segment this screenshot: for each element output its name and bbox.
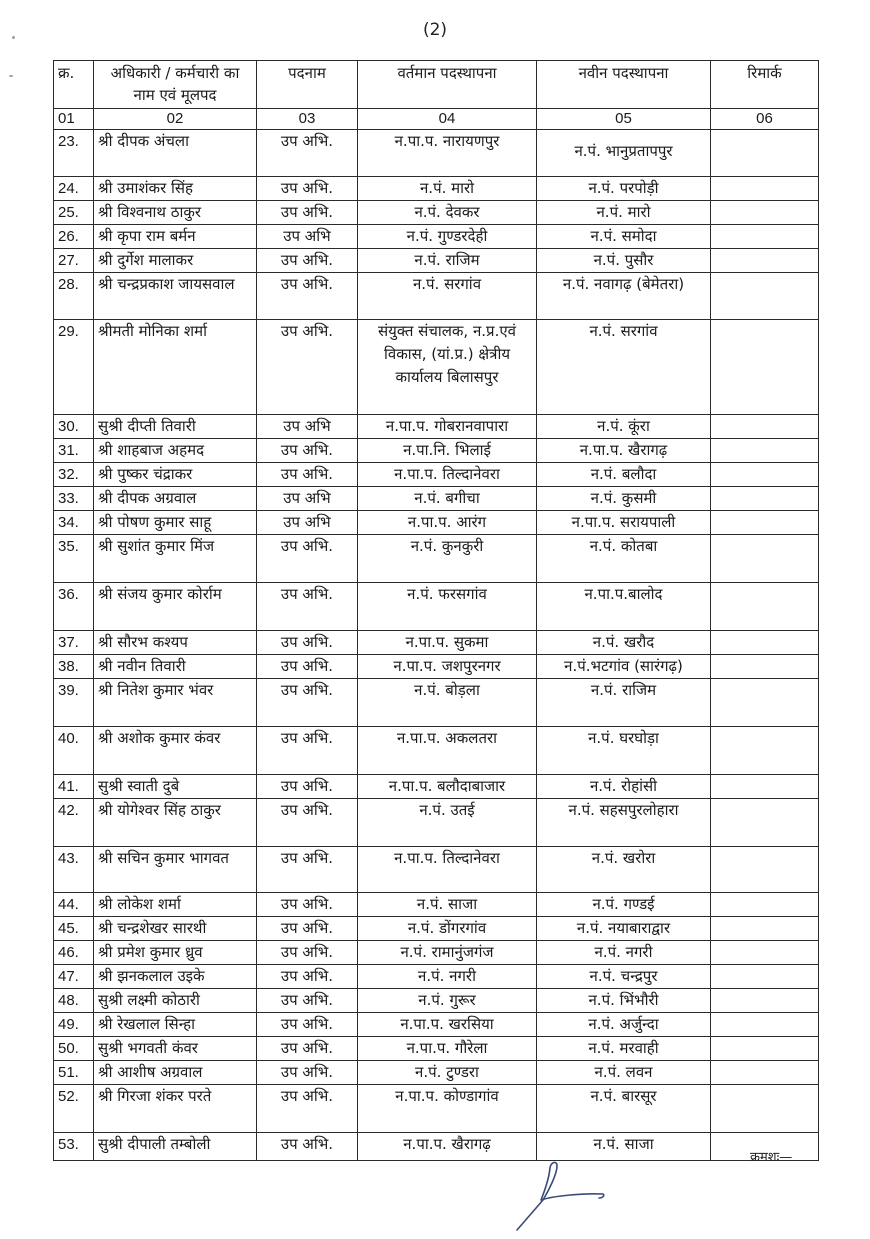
row-serial: 44. [54,893,94,917]
table-row [54,201,819,225]
scan-artifact [12,36,15,39]
row-new-posting: न.पं. नगरी [537,941,711,965]
row-serial: 36. [54,583,94,631]
row-remark [711,535,819,583]
row-current-posting: न.पं. देवकर [358,201,537,225]
row-name: श्री शाहबाज अहमद [94,439,257,463]
header-name: अधिकारी / कर्मचारी का नाम एवं मूलपद [94,61,257,109]
table-row [54,799,819,847]
row-designation: उप अभि. [257,583,358,631]
row-remark [711,847,819,893]
column-number: 02 [94,109,257,130]
row-serial: 38. [54,655,94,679]
row-designation: उप अभि. [257,631,358,655]
row-serial: 37. [54,631,94,655]
row-serial: 40. [54,727,94,775]
row-designation: उप अभि. [257,679,358,727]
row-current-posting: न.पं. बोड़ला [358,679,537,727]
row-new-posting: न.पं. नयाबाराद्वार [537,917,711,941]
row-current-posting: न.पं. कुनकुरी [358,535,537,583]
table-row [54,631,819,655]
row-name: सुश्री भगवती कंवर [94,1037,257,1061]
row-current-posting: न.पा.प. खैरागढ़ [358,1133,537,1161]
column-number: 04 [358,109,537,130]
table-row [54,535,819,583]
row-designation: उप अभि. [257,847,358,893]
row-remark [711,1037,819,1061]
row-name: श्री संजय कुमार कोर्राम [94,583,257,631]
row-designation: उप अभि [257,487,358,511]
row-new-posting: न.पं. कुसमी [537,487,711,511]
row-remark [711,679,819,727]
row-current-posting: न.पं. साजा [358,893,537,917]
row-designation: उप अभि. [257,320,358,415]
row-current-posting: न.पं. मारो [358,177,537,201]
row-new-posting: न.पं. मारो [537,201,711,225]
row-new-posting: न.पं. बलौदा [537,463,711,487]
header-designation: पदनाम [257,61,358,109]
row-serial: 27. [54,249,94,273]
row-designation: उप अभि. [257,1085,358,1133]
row-designation: उप अभि. [257,655,358,679]
table-row [54,679,819,727]
row-new-posting: न.पं. राजिम [537,679,711,727]
row-name: श्री अशोक कुमार कंवर [94,727,257,775]
table-row [54,655,819,679]
row-name: श्री झनकलाल उइके [94,965,257,989]
row-remark [711,487,819,511]
table-row [54,1085,819,1133]
row-remark [711,463,819,487]
row-remark [711,249,819,273]
row-remark [711,201,819,225]
row-serial: 39. [54,679,94,727]
row-remark [711,917,819,941]
row-new-posting: न.पं. सरगांव [537,320,711,415]
row-serial: 30. [54,415,94,439]
header-new-posting: नवीन पदस्थापना [537,61,711,109]
row-new-posting: न.पं. गण्डई [537,893,711,917]
row-new-posting: न.पा.प. खैरागढ़ [537,439,711,463]
table-row [54,463,819,487]
row-current-posting: न.पा.प. सुकमा [358,631,537,655]
row-remark [711,655,819,679]
row-name: सुश्री दीपाली तम्बोली [94,1133,257,1161]
row-serial: 33. [54,487,94,511]
row-designation: उप अभि. [257,965,358,989]
table-row [54,1037,819,1061]
row-designation: उप अभि. [257,941,358,965]
row-serial: 28. [54,273,94,320]
column-number: 06 [711,109,819,130]
row-serial: 29. [54,320,94,415]
row-current-posting: न.पं. रामानुंजगंज [358,941,537,965]
row-designation: उप अभि [257,511,358,535]
row-current-posting: न.पं. गुरूर [358,989,537,1013]
row-new-posting: न.पं. समोदा [537,225,711,249]
row-name: श्री पुष्कर चंद्राकर [94,463,257,487]
table-row [54,583,819,631]
column-number: 03 [257,109,358,130]
row-designation: उप अभि. [257,463,358,487]
row-new-posting: न.पं. नवागढ़ (बेमेतरा) [537,273,711,320]
row-new-posting: न.पं. मरवाही [537,1037,711,1061]
table-row [54,249,819,273]
row-name: सुश्री दीप्ती तिवारी [94,415,257,439]
row-new-posting: न.पा.प. सरायपाली [537,511,711,535]
header-remark: रिमार्क [711,61,819,109]
transfer-table [53,60,819,1161]
table-row [54,1013,819,1037]
row-current-posting: न.पा.प. तिल्दानेवरा [358,463,537,487]
row-current-posting: न.पं. बगीचा [358,487,537,511]
row-remark [711,1013,819,1037]
table-row [54,965,819,989]
row-serial: 45. [54,917,94,941]
row-current-posting: न.पा.प. बलौदाबाजार [358,775,537,799]
row-name: श्री कृपा राम बर्मन [94,225,257,249]
row-name: श्रीमती मोनिका शर्मा [94,320,257,415]
row-current-posting: न.पा.प. गोबरानवापारा [358,415,537,439]
row-current-posting: न.पं. टुण्डरा [358,1061,537,1085]
row-current-posting: न.पा.प. कोण्डागांव [358,1085,537,1133]
row-serial: 26. [54,225,94,249]
row-serial: 25. [54,201,94,225]
row-new-posting: न.पं. भिंभौरी [537,989,711,1013]
row-remark [711,511,819,535]
row-name: श्री नवीन तिवारी [94,655,257,679]
table-row [54,847,819,893]
column-number-row [54,109,819,130]
row-designation: उप अभि. [257,1037,358,1061]
row-new-posting: न.पं.भटगांव (सारंगढ़) [537,655,711,679]
row-remark [711,273,819,320]
row-designation: उप अभि. [257,893,358,917]
row-name: सुश्री लक्ष्मी कोठारी [94,989,257,1013]
row-new-posting: न.पा.प.बालोद [537,583,711,631]
row-new-posting: न.पं. पुसौर [537,249,711,273]
row-designation: उप अभि. [257,775,358,799]
row-remark [711,965,819,989]
row-new-posting: न.पं. परपोड़ी [537,177,711,201]
row-new-posting: न.पं. बारसूर [537,1085,711,1133]
row-designation: उप अभि. [257,249,358,273]
row-designation: उप अभि. [257,177,358,201]
table-row [54,320,819,415]
row-remark [711,177,819,201]
table-row [54,130,819,177]
table-row [54,225,819,249]
row-name: श्री चन्द्रप्रकाश जायसवाल [94,273,257,320]
table-row [54,1133,819,1161]
row-serial: 50. [54,1037,94,1061]
row-remark [711,1085,819,1133]
row-designation: उप अभि. [257,535,358,583]
row-name: श्री दुर्गेश मालाकर [94,249,257,273]
row-designation: उप अभि. [257,799,358,847]
table-row [54,1061,819,1085]
row-name: श्री लोकेश शर्मा [94,893,257,917]
row-serial: 48. [54,989,94,1013]
row-name: श्री नितेश कुमार भंवर [94,679,257,727]
row-designation: उप अभि. [257,130,358,177]
row-current-posting: संयुक्त संचालक, न.प्र.एवं विकास, (यां.प्र.) क्षेत्रीय कार्यालय बिलासपुर [358,320,537,415]
page-number: (2) [422,20,448,40]
row-serial: 23. [54,130,94,177]
row-name: श्री योगेश्वर सिंह ठाकुर [94,799,257,847]
row-current-posting: न.पं. डोंगरगांव [358,917,537,941]
row-remark [711,799,819,847]
row-current-posting: न.पा.प. अकलतरा [358,727,537,775]
row-new-posting: न.पं. साजा [537,1133,711,1161]
row-designation: उप अभि. [257,1061,358,1085]
row-serial: 42. [54,799,94,847]
row-remark [711,631,819,655]
table-row [54,439,819,463]
row-serial: 47. [54,965,94,989]
table-row [54,775,819,799]
row-current-posting: न.पं. राजिम [358,249,537,273]
row-current-posting: न.पा.प. तिल्दानेवरा [358,847,537,893]
table-row [54,989,819,1013]
row-remark [711,727,819,775]
row-designation: उप अभि. [257,201,358,225]
row-current-posting: न.पा.प. गौरेला [358,1037,537,1061]
row-name: श्री सुशांत कुमार मिंज [94,535,257,583]
header-current-posting: वर्तमान पदस्थापना [358,61,537,109]
row-designation: उप अभि [257,415,358,439]
row-name: श्री सचिन कुमार भागवत [94,847,257,893]
row-remark [711,775,819,799]
row-remark [711,439,819,463]
row-name: श्री पोषण कुमार साहू [94,511,257,535]
row-new-posting: न.पं. लवन [537,1061,711,1085]
row-new-posting: न.पं. अर्जुन्दा [537,1013,711,1037]
row-designation: उप अभि. [257,439,358,463]
row-remark [711,583,819,631]
row-designation: उप अभि. [257,1133,358,1161]
row-current-posting: न.पं. उतई [358,799,537,847]
row-current-posting: न.पं. सरगांव [358,273,537,320]
table-row [54,487,819,511]
row-remark [711,320,819,415]
row-current-posting: न.पा.प. आरंग [358,511,537,535]
row-name: सुश्री स्वाती दुबे [94,775,257,799]
scan-artifact [9,75,13,77]
row-current-posting: न.पा.प. खरसिया [358,1013,537,1037]
row-current-posting: न.पा.प. जशपुरनगर [358,655,537,679]
table-row [54,893,819,917]
row-designation: उप अभि [257,225,358,249]
row-designation: उप अभि. [257,273,358,320]
table-row [54,727,819,775]
row-remark [711,1061,819,1085]
row-new-posting: न.पं. खरौद [537,631,711,655]
row-designation: उप अभि. [257,989,358,1013]
table-row [54,941,819,965]
row-name: श्री दीपक अग्रवाल [94,487,257,511]
row-serial: 52. [54,1085,94,1133]
row-name: श्री सौरभ कश्यप [94,631,257,655]
table-row [54,917,819,941]
row-current-posting: न.पं. फरसगांव [358,583,537,631]
column-number: 01 [54,109,94,130]
row-serial: 53. [54,1133,94,1161]
row-serial: 41. [54,775,94,799]
row-new-posting: न.पं. घरघोड़ा [537,727,711,775]
row-new-posting: न.पं. चन्द्रपुर [537,965,711,989]
table-body [54,130,819,1161]
row-serial: 31. [54,439,94,463]
row-designation: उप अभि. [257,917,358,941]
row-serial: 43. [54,847,94,893]
row-serial: 49. [54,1013,94,1037]
row-serial: 46. [54,941,94,965]
row-new-posting: न.पं. कूंरा [537,415,711,439]
row-name: श्री गिरजा शंकर परते [94,1085,257,1133]
row-new-posting: न.पं. रोहांसी [537,775,711,799]
row-current-posting: न.पा.नि. भिलाई [358,439,537,463]
row-new-posting: न.पं. सहसपुरलोहारा [537,799,711,847]
row-name: श्री रेखलाल सिन्हा [94,1013,257,1037]
row-name: श्री दीपक अंचला [94,130,257,177]
row-designation: उप अभि. [257,1013,358,1037]
row-serial: 35. [54,535,94,583]
row-name: श्री उमाशंकर सिंह [94,177,257,201]
row-name: श्री चन्द्रशेखर सारथी [94,917,257,941]
table-row [54,273,819,320]
row-serial: 32. [54,463,94,487]
table-row [54,511,819,535]
row-current-posting: न.पा.प. नारायणपुर [358,130,537,177]
row-current-posting: न.पं. गुण्डरदेही [358,225,537,249]
row-remark [711,415,819,439]
row-name: श्री विश्वनाथ ठाकुर [94,201,257,225]
header-serial: क्र. [54,61,94,109]
table-row [54,415,819,439]
row-designation: उप अभि. [257,727,358,775]
row-serial: 34. [54,511,94,535]
row-new-posting: न.पं. खरोरा [537,847,711,893]
table-header-row [54,61,819,109]
row-current-posting: न.पं. नगरी [358,965,537,989]
row-remark [711,130,819,177]
row-serial: 51. [54,1061,94,1085]
row-new-posting: न.पं. कोतबा [537,535,711,583]
row-serial: 24. [54,177,94,201]
table-row [54,177,819,201]
row-remark [711,225,819,249]
row-name: श्री प्रमेश कुमार ध्रुव [94,941,257,965]
row-remark [711,893,819,917]
row-remark [711,989,819,1013]
row-remark [711,941,819,965]
continued-label: क्रमशः— [750,1150,793,1165]
signature-icon [505,1160,615,1235]
column-number: 05 [537,109,711,130]
row-new-posting: न.पं. भानुप्रतापपुर [537,130,711,177]
row-name: श्री आशीष अग्रवाल [94,1061,257,1085]
